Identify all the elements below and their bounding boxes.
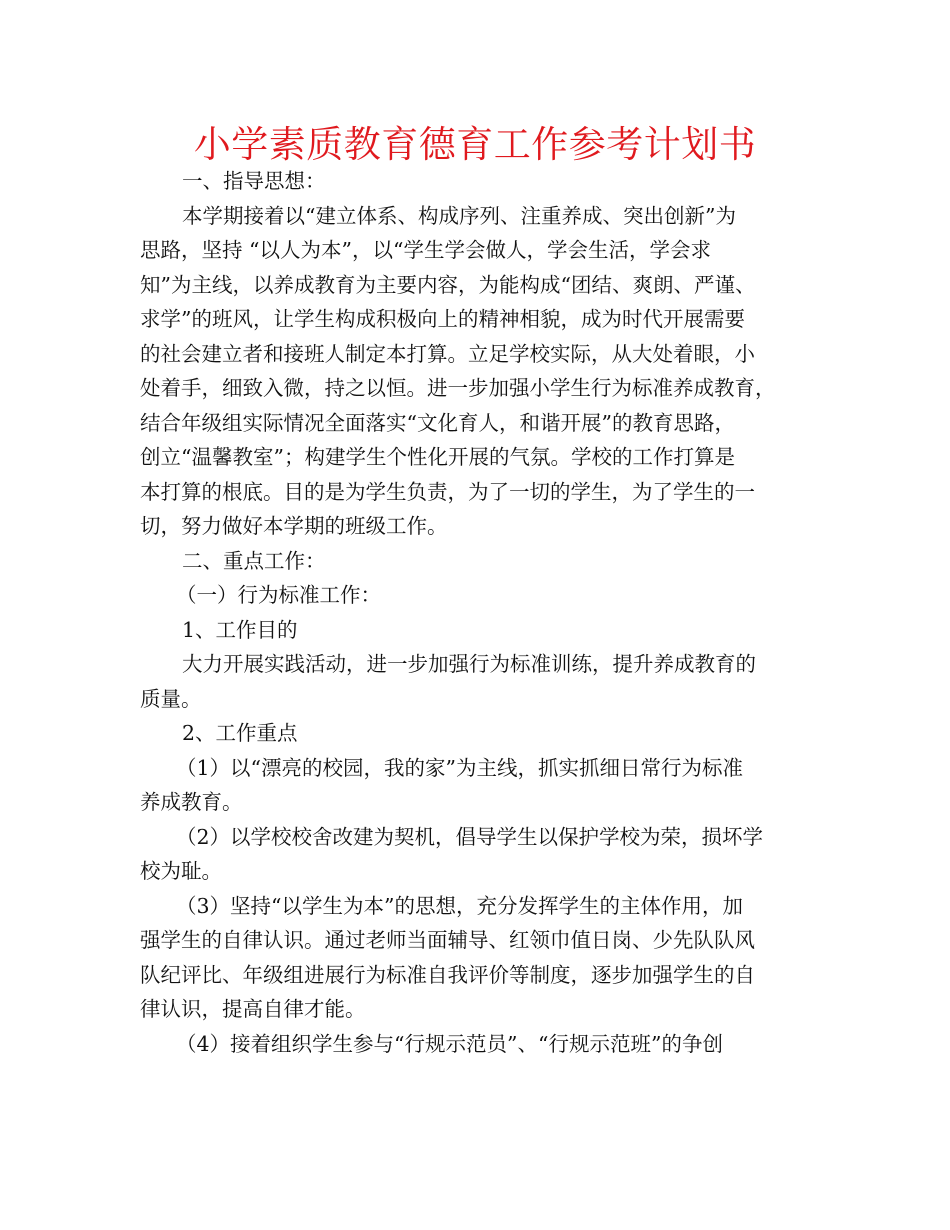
paragraph-line: （4）接着组织学生参与“行规示范员”、“行规示范班”的争创 xyxy=(176,1031,723,1056)
paragraph-line: 校为耻。 xyxy=(140,859,222,883)
item-heading: 1、工作目的 xyxy=(182,617,298,642)
paragraph-line: 质量。 xyxy=(140,686,202,711)
paragraph-line: （1）以“漂亮的校园，我的家”为主线，抓实抓细日常行为标准 xyxy=(176,755,744,780)
paragraph-line: 本学期接着以“建立体系、构成序列、注重养成、突出创新”为 xyxy=(182,203,736,228)
paragraph-line: 大力开展实践活动，进一步加强行为标准训练，提升养成教育的 xyxy=(182,652,756,676)
paragraph-line: 的社会建立者和接班人制定本打算。立足学校实际，从大处着眼，小 xyxy=(140,341,755,366)
paragraph-line: 思路，坚持 “以人为本”，以“学生学会做人，学会生活，学会求 xyxy=(140,238,711,262)
paragraph-line: 律认识，提高自律才能。 xyxy=(140,997,366,1021)
paragraph-line: 养成教育。 xyxy=(140,790,243,814)
paragraph-line: 强学生的自律认识。通过老师当面辅导、红领巾值日岗、少先队队风 xyxy=(140,928,755,952)
paragraph-line: （2）以学校校舍改建为契机，倡导学生以保护学校为荣，损坏学 xyxy=(176,824,764,849)
document-body xyxy=(140,164,820,1061)
paragraph-line: 切，努力做好本学期的班级工作。 xyxy=(140,514,448,538)
paragraph-line: 本打算的根底。目的是为学生负责，为了一切的学生，为了学生的一 xyxy=(140,479,755,504)
paragraph-line: 知”为主线，以养成教育为主要内容，为能构成“团结、爽朗、严谨、 xyxy=(140,272,756,297)
section-heading: 一、指导思想： xyxy=(182,169,326,193)
paragraph-line: （3）坚持“以学生为本”的思想，充分发挥学生的主体作用，加 xyxy=(176,893,744,918)
document-title: 小学素质教育德育工作参考计划书 xyxy=(193,123,757,166)
section-heading: 二、重点工作： xyxy=(182,548,326,573)
paragraph-line: 创立“温馨教室”；构建学生个性化开展的气氛。学校的工作打算是 xyxy=(140,445,735,469)
paragraph-line: 队纪评比、年级组进展行为标准自我评价等制度，逐步加强学生的自 xyxy=(140,962,755,987)
subsection-heading: （一）行为标准工作： xyxy=(176,583,381,607)
paragraph-line: 结合年级组实际情况全面落实“文化育人，和谐开展”的教育思路， xyxy=(140,410,735,435)
paragraph-line: 处着手，细致入微，持之以恒。进一步加强小学生行为标准养成教育， xyxy=(140,376,776,400)
paragraph-line: 求学”的班风，让学生构成积极向上的精神相貌，成为时代开展需要 xyxy=(140,307,745,331)
item-heading: 2、工作重点 xyxy=(182,721,298,745)
